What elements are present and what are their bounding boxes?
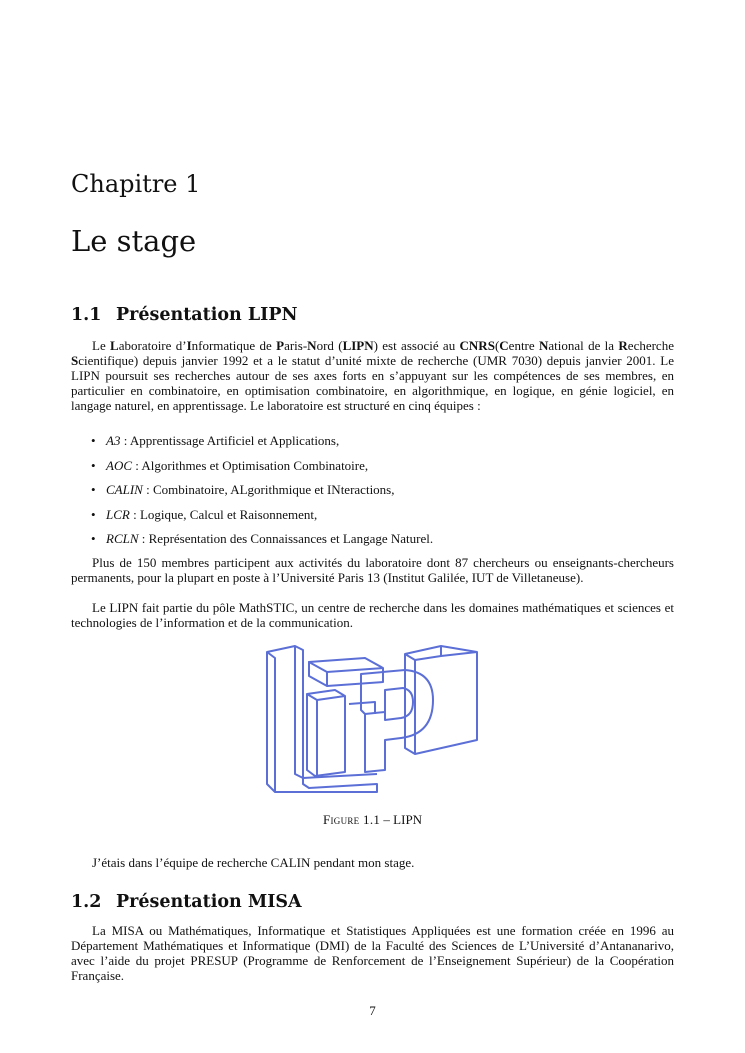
team-description: : Représentation des Connaissances et Langage Naturel. [138, 531, 434, 546]
team-description: : Logique, Calcul et Raisonnement, [129, 506, 318, 522]
team-description: : Algorithmes et Optimisation Combinatoire, [132, 457, 369, 473]
lipn-logo-figure [265, 644, 479, 794]
team-code: CALIN [106, 482, 143, 497]
chapter-label: Chapitre 1 [71, 170, 201, 198]
team-sentence: J’étais dans l’équipe de recherche CALIN pendant mon stage. [92, 855, 415, 870]
chapter-title: Le stage [71, 224, 197, 258]
figure-label: Figure 1.1 [322, 812, 381, 827]
team-description: : Combinatoire, ALgorithmique et INteractions, [142, 482, 395, 497]
list-item: • CALIN : Combinatoire, ALgorithmique et INteractions, [91, 482, 395, 497]
members-paragraph: Plus de 150 membres participent aux activités du laboratoire dont 87 chercheurs ou enseignants-chercheurs permanents, pour la plupart en poste à l’Université Paris 13 (Institut Galilée, IUT de Villetaneuse). [71, 555, 674, 585]
team-code: RCLN [106, 531, 139, 546]
section-title: Présentation LIPN [116, 305, 298, 325]
lipn-intro-paragraph: Le Laboratoire d’Informatique de Paris-Nord (LIPN) est associé au CNRS(Centre National de la Recherche Scientifique) depuis janvier 1992 et a le statut d’unité mixte de recherche (UMR 7030) depuis janvier 2001. Le LIPN poursuit ses recherches autour de ses axes forts en s’appuyant sur les compétences de ses membres, en particulier en combinatoire, en optimisation combinatoire, en algorithmique, en logique, en génie logiciel, en langage naturel, en apprentissage. Le laboratoire est structuré en cinq équipes : [71, 338, 674, 413]
list-item: • AOC : Algorithmes et Optimisation Combinatoire, [91, 457, 369, 473]
section-number: 1.1 [71, 305, 102, 325]
team-description: : Apprentissage Artificiel et Applications, [120, 433, 340, 448]
section-number: 1.2 [71, 892, 102, 912]
section-heading-misa [71, 892, 302, 912]
team-code: LCR [106, 506, 130, 522]
list-item: • A3 : Apprentissage Artificiel et Applications, [91, 433, 340, 448]
list-item: • RCLN : Représentation des Connaissances et Langage Naturel. [91, 531, 434, 546]
misa-paragraph: La MISA ou Mathématiques, Informatique et Statistiques Appliquées est une formation créée en 1996 au Département Mathématiques et Informatique (DMI) de la Faculté des Sciences de L’Université d’Antananarivo, avec l’aide du projet PRESUP (Programme de Renforcement de l’Enseignement Supérieur) de la Coopération Française. [71, 923, 674, 983]
figure-caption [71, 812, 674, 828]
team-code: A3 [106, 433, 121, 448]
page-number: 7 [369, 1003, 376, 1018]
section-title: Présentation MISA [116, 892, 302, 912]
section-heading-lipn [71, 305, 298, 325]
team-code: AOC [106, 457, 132, 473]
teams-list [71, 433, 433, 556]
mathstic-paragraph: Le LIPN fait partie du pôle MathSTIC, un centre de recherche dans les domaines mathématiques et sciences et technologies de l’information et de la communication. [71, 600, 674, 630]
figure-caption-text: – LIPN [380, 812, 423, 827]
list-item: • LCR : Logique, Calcul et Raisonnement, [91, 506, 318, 522]
